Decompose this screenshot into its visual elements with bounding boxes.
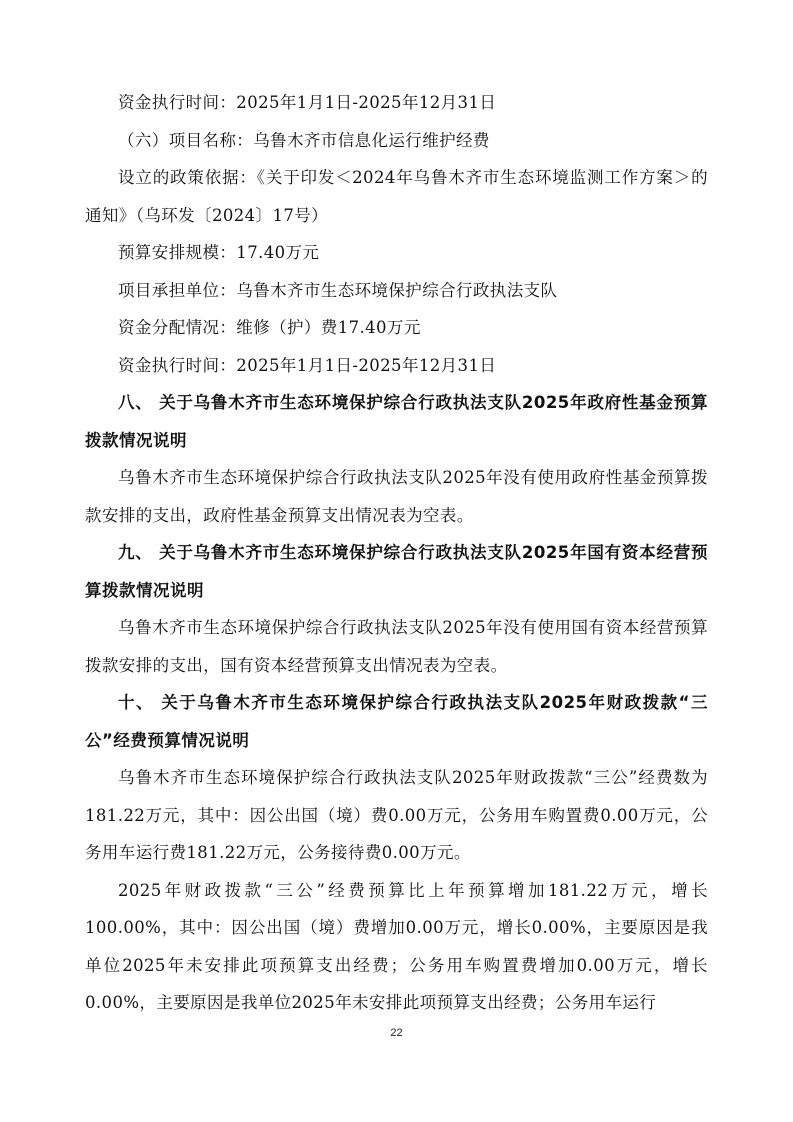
paragraph-project-name: （六）项目名称：乌鲁木齐市信息化运行维护经费	[118, 130, 490, 150]
paragraph-fund-execution-time: 资金执行时间：2025年1月1日-2025年12月31日	[118, 93, 497, 112]
paragraph-policy-basis: 设立的政策依据：《关于印发＜2024年乌鲁木齐市生态环境监测工作方案＞的通知》（乌环发〔2024〕17号）	[85, 168, 708, 225]
paragraph-three-public-total: 乌鲁木齐市生态环境保护综合行政执法支队2025年财政拨款“三公”经费数为181.22万元，其中：因公出国（境）费0.00万元，公务用车购置费0.00万元，公务用车运行费181.22万元，公务接待费0.00万元。	[85, 768, 708, 862]
page-content	[85, 84, 708, 1022]
page-number: 22	[390, 1027, 403, 1039]
paragraph-fund-execution-time-2: 资金执行时间：2025年1月1日-2025年12月31日	[118, 355, 497, 375]
paragraph-government-fund: 乌鲁木齐市生态环境保护综合行政执法支队2025年没有使用政府性基金预算拨款安排的支出，政府性基金预算支出情况表为空表。	[85, 468, 708, 525]
section-heading-10: 十、 关于乌鲁木齐市生态环境保护综合行政执法支队2025年财政拨款“三公”经费预算情况说明	[85, 693, 708, 750]
paragraph-three-public-comparison: 2025年财政拨款“三公”经费预算比上年预算增加181.22万元，增长100.00%，其中：因公出国（境）费增加0.00万元，增长0.00%，主要原因是我单位2025年未安排此项预算支出经费；公务用车购置费增加0.00万元，增长0.00%，主要原因是我单位2025年未安排此项预算支出经费；公务用车运行	[85, 880, 708, 1012]
section-heading-9: 九、 关于乌鲁木齐市生态环境保护综合行政执法支队2025年国有资本经营预算拨款情况说明	[85, 543, 708, 600]
paragraph-state-capital: 乌鲁木齐市生态环境保护综合行政执法支队2025年没有使用国有资本经营预算拨款安排的支出，国有资本经营预算支出情况表为空表。	[85, 618, 708, 675]
paragraph-fund-allocation: 资金分配情况：维修（护）费17.40万元	[118, 318, 421, 337]
section-heading-8: 八、 关于乌鲁木齐市生态环境保护综合行政执法支队2025年政府性基金预算拨款情况说明	[85, 393, 708, 450]
paragraph-undertaking-unit: 项目承担单位：乌鲁木齐市生态环境保护综合行政执法支队	[118, 280, 558, 300]
paragraph-budget-scale: 预算安排规模：17.40万元	[118, 243, 320, 262]
